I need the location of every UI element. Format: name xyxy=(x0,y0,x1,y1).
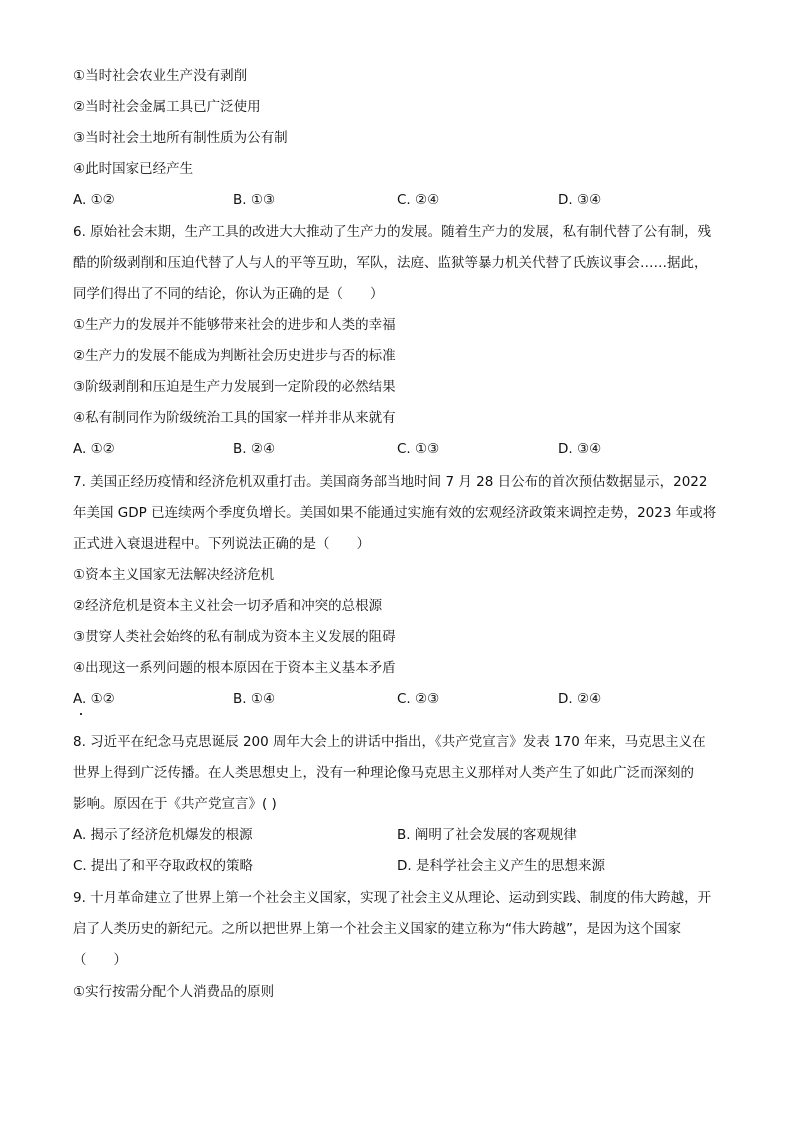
q7-option-c: C. ②③ xyxy=(397,691,440,707)
q7-stem-line-1: 7. 美国正经历疫情和经济危机双重打击。美国商务部当地时间 7 月 28 日公布的首次预估数据显示，2022 xyxy=(73,474,708,490)
q6-option-a: A. ①② xyxy=(73,441,115,457)
q9-stem-line-3: （ ） xyxy=(73,952,127,968)
q6-item-1: ①生产力的发展并不能够带来社会的进步和人类的幸福 xyxy=(73,317,396,333)
q7-item-1: ①资本主义国家无法解决经济危机 xyxy=(73,567,275,583)
q7-option-a: A. ①② xyxy=(73,691,115,707)
q6-option-b: B. ②④ xyxy=(233,441,276,457)
q7-stem-line-3: 正式进入衰退进程中。下列说法正确的是（ ） xyxy=(73,536,370,552)
q8-stem-line-3: 影响。原因在于《共产党宣言》( ) xyxy=(73,796,277,812)
q6-options xyxy=(73,439,723,459)
q5-option-b: B. ①③ xyxy=(233,192,276,208)
q6-stem-line-1: 6. 原始社会末期，生产工具的改进大大推动了生产力的发展。随着生产力的发展，私有制代替了公有制，残 xyxy=(73,224,712,240)
q6-item-4: ④私有制同作为阶级统治工具的国家一样并非从来就有 xyxy=(73,410,396,426)
q5-item-2: ②当时社会金属工具已广泛使用 xyxy=(73,99,261,115)
q5-item-3: ③当时社会土地所有制性质为公有制 xyxy=(73,130,288,146)
q8-option-b: B. 阐明了社会发展的客观规律 xyxy=(397,827,577,843)
q6-stem-line-2: 酷的阶级剥削和压迫代替了人与人的平等互助，军队，法庭、监狱等暴力机关代替了氏族议事会……据此， xyxy=(73,255,708,271)
q9-stem-line-2: 启了人类历史的新纪元。之所以把世界上第一个社会主义国家的建立称为“伟大跨越”，是因为这个国家 xyxy=(73,921,681,937)
q6-item-2: ②生产力的发展不能成为判断社会历史进步与否的标准 xyxy=(73,348,396,364)
q5-item-1: ①当时社会农业生产没有剥削 xyxy=(73,68,248,84)
q7-option-b: B. ①④ xyxy=(233,691,276,707)
q6-option-d: D. ③④ xyxy=(558,441,602,457)
q8-option-d: D. 是科学社会主义产生的思想来源 xyxy=(397,858,605,874)
q8-options-row-2 xyxy=(73,856,723,876)
q9-item-1: ①实行按需分配个人消费品的原则 xyxy=(73,984,275,1000)
q6-stem-line-3: 同学们得出了不同的结论，你认为正确的是（ ） xyxy=(73,286,384,302)
q6-option-c: C. ①③ xyxy=(397,441,440,457)
q7-item-3: ③贯穿人类社会始终的私有制成为资本主义发展的阻碍 xyxy=(73,629,396,645)
q5-option-c: C. ②④ xyxy=(397,192,440,208)
q5-item-4: ④此时国家已经产生 xyxy=(73,161,194,177)
q8-option-a: A. 揭示了经济危机爆发的根源 xyxy=(73,827,253,843)
q5-option-a: A. ①② xyxy=(73,192,115,208)
q7-stem-line-2: 年美国 GDP 已连续两个季度负增长。美国如果不能通过实施有效的宏观经济政策来调控走势，2023 年或将 xyxy=(73,505,717,521)
q5-options xyxy=(73,190,723,210)
q5-option-d: D. ③④ xyxy=(558,192,602,208)
q8-stem-line-1: 8. 习近平在纪念马克思诞辰 200 周年大会上的讲话中指出，《共产党宣言》发表 170 年来，马克思主义在 xyxy=(73,734,706,750)
q7-option-d: D. ②④ xyxy=(558,691,602,707)
q8-option-c: C. 提出了和平夺取政权的策略 xyxy=(73,858,254,874)
scan-speck xyxy=(80,713,82,715)
q7-item-2: ②经济危机是资本主义社会一切矛盾和冲突的总根源 xyxy=(73,598,383,614)
q9-stem-line-1: 9. 十月革命建立了世界上第一个社会主义国家，实现了社会主义从理论、运动到实践、制度的伟大跨越，开 xyxy=(73,890,712,906)
q7-item-4: ④出现这一系列问题的根本原因在于资本主义基本矛盾 xyxy=(73,660,396,676)
q8-stem-line-2: 世界上得到广泛传播。在人类思想史上，没有一种理论像马克思主义那样对人类产生了如此广泛而深刻的 xyxy=(73,765,694,781)
q6-item-3: ③阶级剥削和压迫是生产力发展到一定阶段的必然结果 xyxy=(73,379,396,395)
q8-options-row-1 xyxy=(73,825,723,845)
q7-options xyxy=(73,689,723,709)
